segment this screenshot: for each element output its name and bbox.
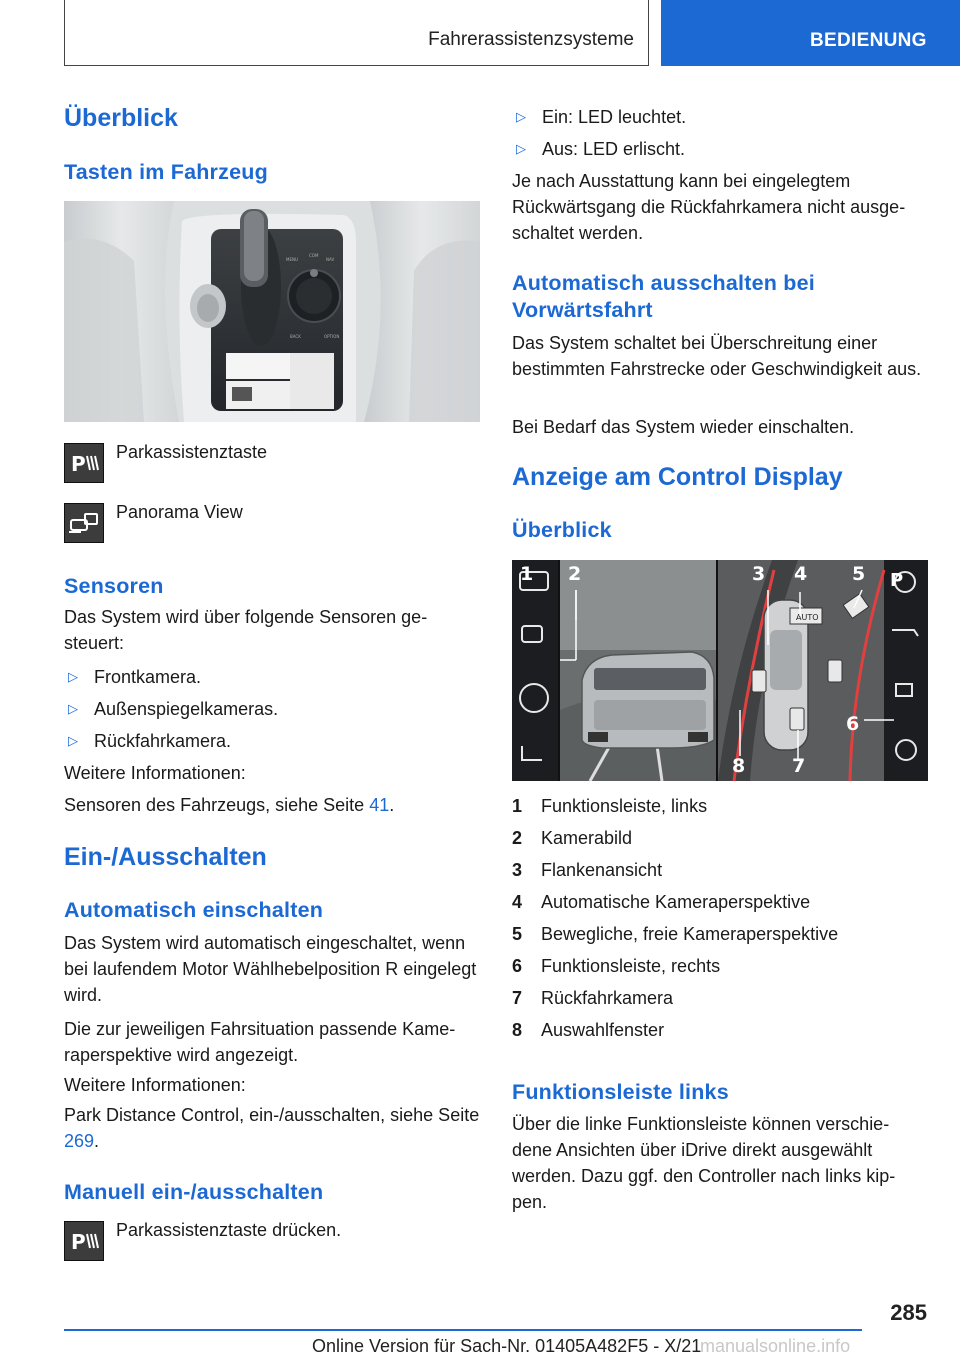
callout-8: 8: [732, 755, 746, 777]
header-section-title: Fahrerassistenzsysteme: [428, 29, 634, 50]
funktionsleiste-text: Über die linke Funktionsleiste können verschie-dene Ansichten über iDrive direkt ausgewählt werden. Dazu ggf. den Controller nach links kip-pen.: [512, 1114, 896, 1212]
footer-online-version: Online Version für Sach-Nr. 01405A482F5 - X/21: [312, 1336, 702, 1356]
page-link-41[interactable]: 41: [369, 795, 390, 815]
legend-item: 6 Funktionsleiste, rechts: [512, 956, 721, 976]
callout-4: 4: [794, 563, 808, 585]
led-item: ▷ Aus: LED erlischt.: [516, 139, 686, 159]
heading-ein-ausschalten: Ein-/Ausschalten: [64, 843, 267, 871]
park-assist-button-icon: [64, 1221, 104, 1261]
panorama-view-label: Panorama View: [116, 502, 243, 522]
weitere-informationen-2: Weitere Informationen:: [64, 1075, 246, 1095]
svg-text:P: P: [71, 452, 86, 476]
pdc-reference: Park Distance Control, ein-/ausschalten, siehe Seite 269.: [64, 1105, 480, 1151]
console-label-com: COM: [309, 253, 319, 258]
legend-item: 8 Auswahlfenster: [512, 1020, 665, 1040]
console-label-nav: NAV: [326, 257, 335, 262]
auto-aus-text-2: Bei Bedarf das System wieder einschalten.: [512, 417, 855, 437]
header-box: [64, 0, 649, 66]
panorama-view-icon: [64, 503, 104, 543]
footer-rule: [64, 1329, 862, 1331]
legend-item: 2 Kamerabild: [512, 828, 633, 848]
auto-aus-text-1: Das System schaltet bei Überschreitung einer bestimmten Fahrstrecke oder Geschwindigkeit aus.: [512, 333, 922, 379]
auto-ein-text-2: Die zur jeweiligen Fahrsituation passende Kame-raperspektive wird angezeigt.: [64, 1019, 456, 1065]
park-assist-button-icon: [64, 443, 104, 483]
sensor-item: ▷ Frontkamera.: [68, 667, 202, 687]
heading-automatisch-einschalten: Automatisch einschalten: [64, 898, 324, 922]
legend-item: 3 Flankenansicht: [512, 860, 663, 880]
legend-item: 5 Bewegliche, freie Kameraperspektive: [512, 924, 839, 944]
led-item: ▷ Ein: LED leuchtet.: [516, 107, 687, 127]
callout-3: 3: [752, 563, 766, 585]
header-tab-label: BEDIENUNG: [810, 30, 927, 51]
auto-badge-text: AUTO: [796, 613, 819, 622]
manuell-text: Parkassistenztaste drücken.: [116, 1220, 342, 1240]
svg-text:P: P: [890, 570, 904, 591]
footer-watermark: manualsonline.info: [700, 1336, 851, 1356]
console-label-option: OPTION: [324, 334, 340, 339]
sensoren-text: Das System wird über folgende Sensoren ge-steuert:: [64, 607, 428, 653]
sensor-item: ▷ Außenspiegelkameras.: [68, 699, 279, 719]
callout-6: 6: [846, 713, 860, 735]
heading-tasten-im-fahrzeug: Tasten im Fahrzeug: [64, 160, 268, 184]
page-link-269[interactable]: 269: [64, 1131, 95, 1151]
heading-automatisch-ausschalten: Automatisch ausschalten bei Vorwärtsfahrt: [512, 271, 815, 322]
heading-anzeige-control-display: Anzeige am Control Display: [512, 463, 843, 491]
heading-manuell-ein-ausschalten: Manuell ein-/ausschalten: [64, 1180, 324, 1204]
callout-7: 7: [792, 755, 806, 777]
park-assist-label: Parkassistenztaste: [116, 442, 268, 462]
callout-1: 1: [520, 563, 534, 585]
header-tab-bedienung[interactable]: [661, 0, 960, 66]
heading-sensoren: Sensoren: [64, 574, 164, 598]
auto-ein-text-1: Das System wird automatisch eingeschaltet, wenn bei laufendem Motor Wählhebelposition R eingelegt wird.: [64, 933, 477, 1005]
weitere-informationen-1: Weitere Informationen:: [64, 763, 246, 783]
console-label-back: BACK: [290, 334, 301, 339]
sensoren-reference: Sensoren des Fahrzeugs, siehe Seite 41.: [64, 795, 395, 815]
legend-item: 4 Automatische Kameraperspektive: [512, 892, 811, 912]
svg-text:P: P: [71, 1230, 86, 1254]
legend-item: 7 Rückfahrkamera: [512, 988, 674, 1008]
callout-5: 5: [852, 563, 866, 585]
heading-funktionsleiste-links: Funktionsleiste links: [512, 1080, 729, 1104]
control-display-image: [512, 560, 928, 781]
sensor-item: ▷ Rückfahrkamera.: [68, 731, 232, 751]
console-label-menu: MENU: [286, 257, 298, 262]
heading-ueberblick: Überblick: [64, 104, 178, 132]
heading-ueberblick-2: Überblick: [512, 518, 612, 542]
callout-2: 2: [568, 563, 582, 585]
console-image: [64, 201, 480, 422]
page-number: 285: [890, 1300, 927, 1325]
led-text: Je nach Ausstattung kann bei eingelegtem Rückwärtsgang die Rückfahrkamera nicht ausge-schaltet werden.: [512, 171, 906, 243]
legend-item: 1 Funktionsleiste, links: [512, 796, 708, 816]
